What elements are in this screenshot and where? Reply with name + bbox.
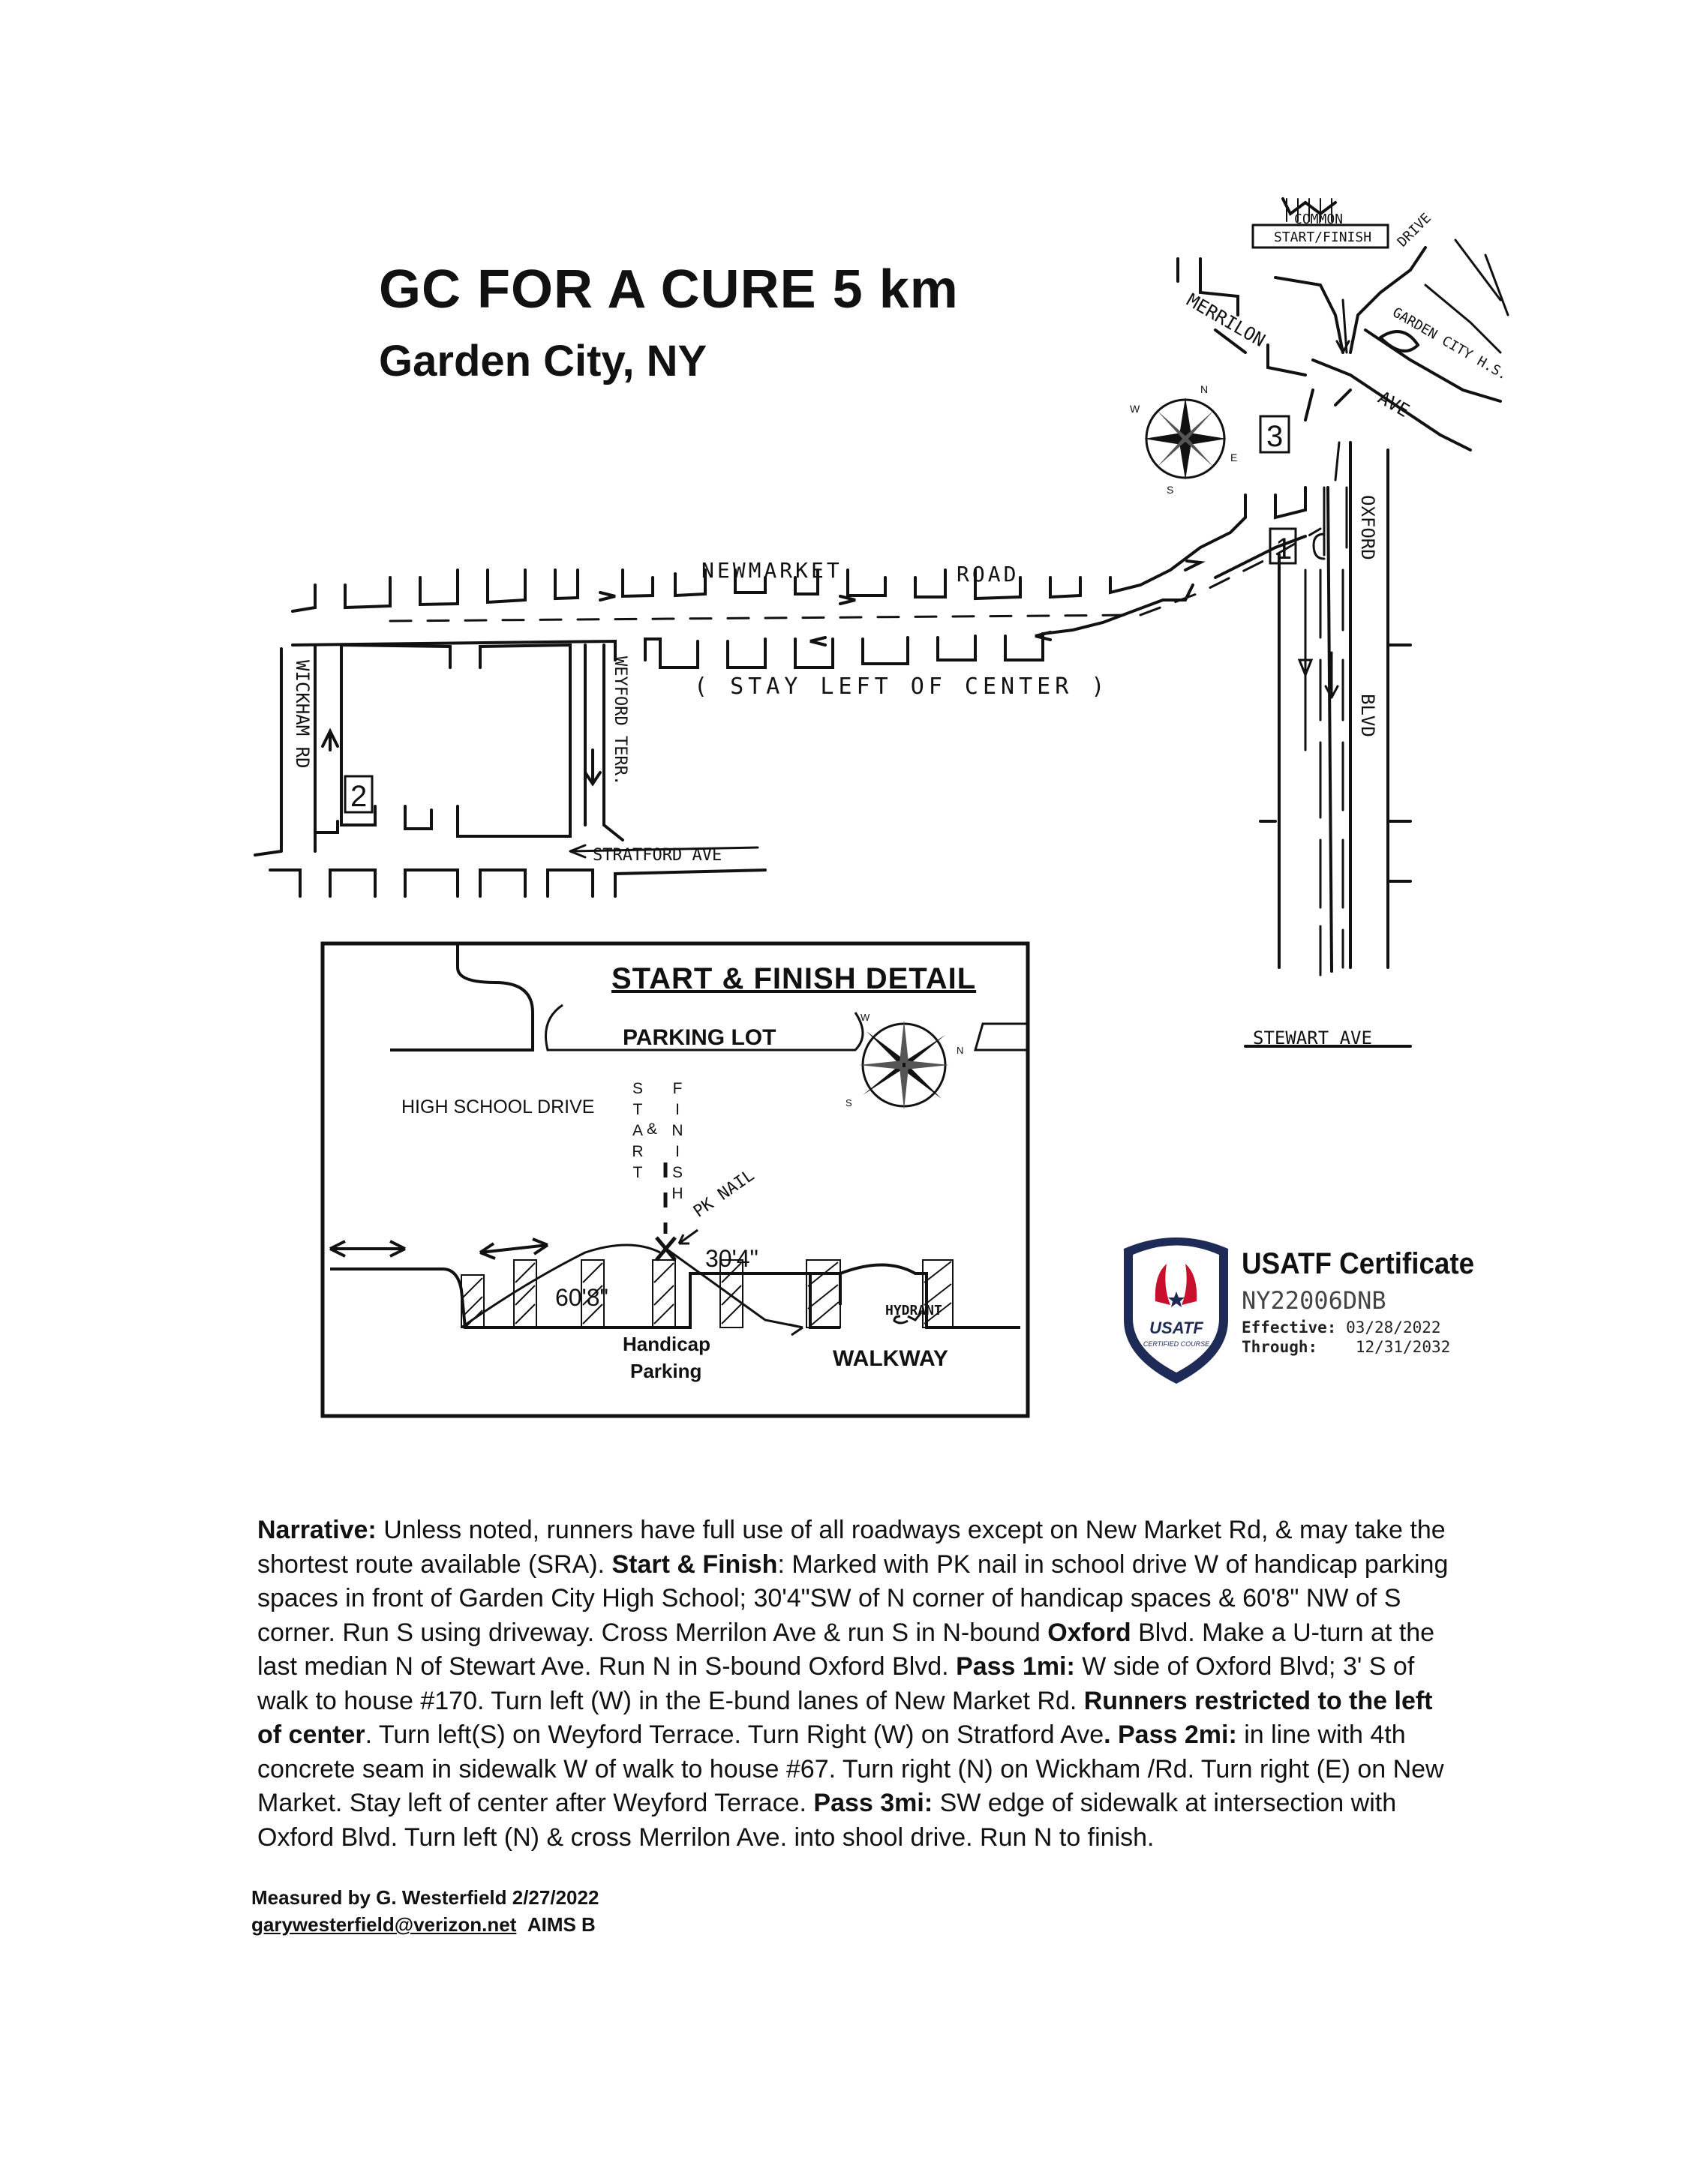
stratford-ave-label: STRATFORD AVE bbox=[593, 846, 722, 865]
finish-letter: S bbox=[671, 1164, 683, 1181]
mile-marker-3: 3 bbox=[1266, 420, 1284, 453]
start-letters bbox=[630, 1078, 645, 1184]
compass-e: E bbox=[1230, 452, 1238, 464]
measured-by-block bbox=[251, 1884, 599, 1938]
newmarket-label: NEWMARKET bbox=[701, 558, 842, 583]
start-letter: S bbox=[632, 1080, 643, 1097]
hydrant-label: HYDRANT bbox=[885, 1303, 942, 1318]
stewart-ave-label: STEWART AVE bbox=[1253, 1028, 1372, 1048]
effective-date: 03/28/2022 bbox=[1346, 1318, 1441, 1336]
finish-letter: I bbox=[675, 1143, 680, 1160]
narrative-bold: Start & Finish bbox=[611, 1550, 778, 1579]
finish-letter: I bbox=[675, 1101, 680, 1118]
compass-s: S bbox=[1167, 484, 1174, 496]
certificate-title: USATF Certificate bbox=[1242, 1247, 1475, 1280]
narrative-bold: Oxford bbox=[1047, 1618, 1131, 1647]
high-school-drive-label: HIGH SCHOOL DRIVE bbox=[401, 1096, 595, 1118]
page-subtitle: Garden City, NY bbox=[379, 337, 707, 386]
detail-compass-s: S bbox=[846, 1097, 852, 1108]
detail-title: START & FINISH DETAIL bbox=[611, 962, 977, 995]
narrative-bold: Pass 1mi: bbox=[956, 1652, 1075, 1681]
mile-marker-1: 1 bbox=[1275, 532, 1293, 566]
badge-text: USATF bbox=[1149, 1318, 1203, 1337]
distance-60-8: 60'8" bbox=[555, 1284, 608, 1311]
start-letter: A bbox=[632, 1122, 643, 1139]
stay-left-label: ( STAY LEFT OF CENTER ) bbox=[694, 674, 1110, 700]
distance-30-4: 30'4" bbox=[705, 1245, 758, 1272]
narrative-span: SW edge of sidewalk at intersection with Oxford Blvd. Turn left (N) & cross Merrilon Ave. into shool drive. Run N to finish. bbox=[257, 1789, 1397, 1852]
garden-city-hs-label: GARDEN CITY H.S. bbox=[1389, 304, 1511, 384]
usatf-badge bbox=[1118, 1230, 1234, 1388]
common-label: COMMON bbox=[1294, 212, 1344, 227]
mile-marker-2: 2 bbox=[350, 780, 368, 813]
start-letter: R bbox=[632, 1143, 644, 1160]
through-date: 12/31/2032 bbox=[1355, 1338, 1451, 1356]
compass-n: N bbox=[1200, 383, 1209, 395]
certificate-through-row bbox=[1242, 1338, 1450, 1356]
ave-label: AVE bbox=[1374, 386, 1413, 422]
road-label: ROAD bbox=[957, 562, 1020, 586]
aims-label: AIMS B bbox=[527, 1913, 596, 1936]
start-letter: T bbox=[632, 1101, 643, 1118]
oxford-label: OXFORD bbox=[1357, 495, 1378, 560]
weyford-terr-label: WEYFORD TERR. bbox=[611, 656, 629, 786]
finish-letter: H bbox=[671, 1185, 683, 1202]
pk-nail-label: PK NAIL bbox=[690, 1166, 758, 1222]
detail-compass-rose bbox=[844, 1009, 964, 1121]
through-label: Through: bbox=[1242, 1338, 1318, 1356]
compass-rose bbox=[1125, 382, 1245, 495]
finish-letter: N bbox=[671, 1122, 683, 1139]
narrative-text bbox=[257, 1514, 1458, 1855]
narrative-span: in line with 4th concrete seam in sidewalk W of walk to house #67. Turn right (N) on Wickham /Rd. Turn right (E) on New Market. Stay left of center after Weyford Terrace. bbox=[257, 1720, 1444, 1817]
email-link[interactable]: garywesterfield@verizon.net bbox=[251, 1913, 517, 1936]
start-finish-label: START/FINISH bbox=[1274, 230, 1372, 245]
finish-letters bbox=[670, 1078, 685, 1204]
parking-lot-label: PARKING LOT bbox=[623, 1025, 776, 1050]
certificate-number: NY22006DNB bbox=[1242, 1286, 1386, 1315]
narrative-bold: . Pass 2mi: bbox=[1104, 1720, 1237, 1749]
walkway-label: WALKWAY bbox=[833, 1346, 948, 1371]
drive-label: DRIVE bbox=[1394, 210, 1434, 250]
page-title: GC FOR A CURE 5 km bbox=[379, 260, 959, 320]
certificate-effective-row bbox=[1242, 1318, 1441, 1336]
badge-subtext: CERTIFIED COURSE bbox=[1143, 1340, 1210, 1348]
finish-letter: F bbox=[672, 1080, 683, 1097]
narrative-span: . Turn left(S) on Weyford Terrace. Turn Right (W) on Stratford Ave bbox=[365, 1720, 1104, 1749]
wickham-rd-label: WICKHAM RD bbox=[292, 660, 313, 769]
effective-label: Effective: bbox=[1242, 1318, 1337, 1336]
start-letter: T bbox=[632, 1164, 643, 1181]
amp-label: & bbox=[647, 1120, 658, 1138]
narrative-span: Blvd. Make a U-turn at the last median N of Stewart Ave. Run N in S-bound Oxford Blvd. bbox=[257, 1618, 1435, 1681]
blvd-label: BLVD bbox=[1357, 694, 1378, 737]
parking-label: Parking bbox=[630, 1360, 702, 1382]
narrative-bold: Narrative: bbox=[257, 1516, 377, 1544]
handicap-label: Handicap bbox=[623, 1333, 711, 1355]
narrative-span: W side of Oxford Blvd; 3' S of walk to house #170. Turn left (W) in the E-bund lanes of New Market Rd. bbox=[257, 1652, 1415, 1715]
narrative-bold: Pass 3mi: bbox=[813, 1789, 933, 1817]
detail-compass-n: N bbox=[957, 1045, 964, 1056]
merrilon-label: MERRILON bbox=[1183, 289, 1269, 351]
narrative-span: Unless noted, runners have full use of all roadways except on New Market Rd, & may take the shortest route available (SRA). bbox=[257, 1516, 1446, 1579]
measured-by: Measured by G. Westerfield 2/27/2022 bbox=[251, 1886, 599, 1909]
narrative-bold: Runners restricted to the left of center bbox=[257, 1686, 1433, 1749]
detail-compass-w: W bbox=[861, 1012, 870, 1023]
compass-w: W bbox=[1130, 403, 1140, 415]
narrative-span: : Marked with PK nail in school drive W of handicap parking spaces in front of Garden City High School; 30'4"SW of N corner of handicap spaces & 60'8" NW of S corner. Run S using driveway. Cross Merrilon Ave & run S in N-bound bbox=[257, 1550, 1449, 1647]
